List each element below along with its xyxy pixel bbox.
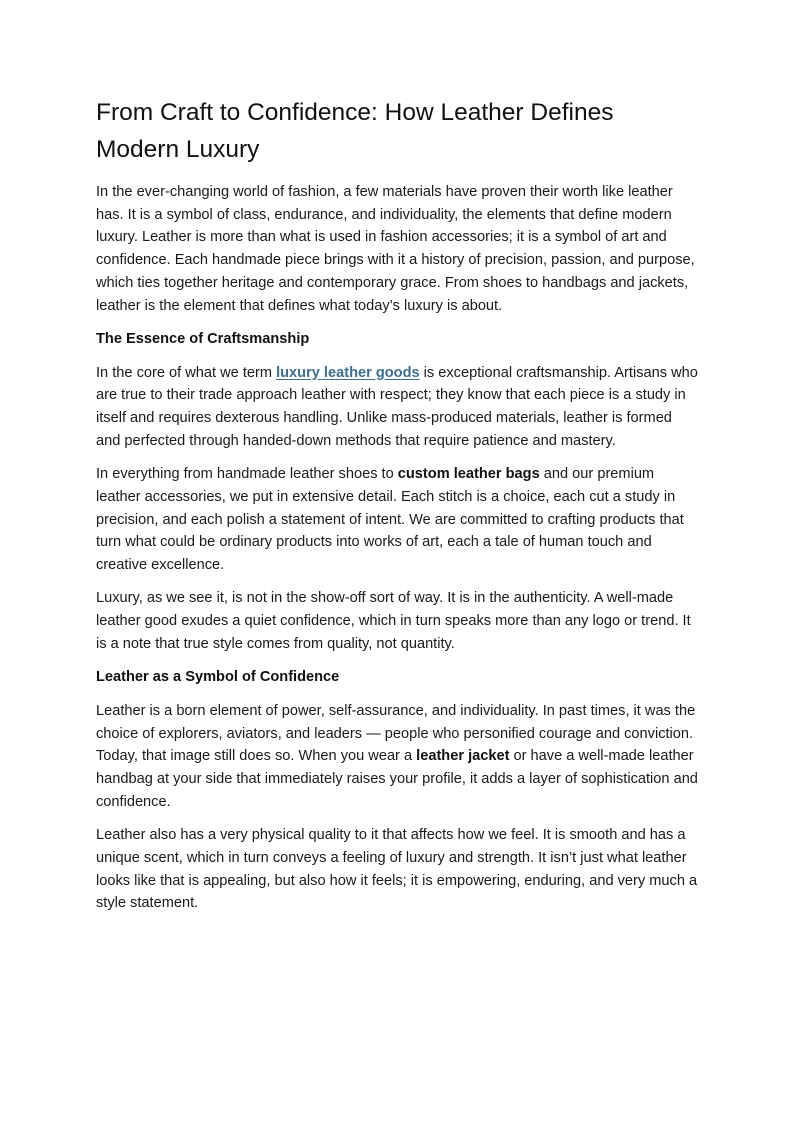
confidence-paragraph-2: Leather also has a very physical quality to it that affects how we feel. It is smooth and has a unique scent, which in turn conveys a feeling of luxury and strength. It isn’t just what leather looks like that is appealing, but also how it feels; it is empowering, enduring, and very much a style statement. — [96, 827, 698, 912]
luxury-leather-goods-link[interactable]: luxury leather goods — [276, 364, 420, 381]
document-page — [96, 94, 698, 926]
text-fragment: In everything from handmade leather shoes to — [96, 466, 398, 483]
craftsmanship-paragraph-3: Luxury, as we see it, is not in the show-off sort of way. It is in the authenticity. A well-made leather good exudes a quiet confidence, which in turn speaks more than any logo or trend. It is a note that true style comes from quality, not quantity. — [96, 590, 691, 652]
text-fragment: is exceptional craftsmanship. Artisans who are true to their trade approach leather with respect; they know that each piece is a study in itself and requires dexterous handling. Unlike mass-produced materials, leather is formed and perfected through handed-down methods that require patience and mastery. — [96, 364, 698, 449]
text-fragment: or have a well-made leather handbag at your side that immediately raises your profile, it adds a layer of sophistication and confidence. — [96, 748, 698, 810]
craftsmanship-paragraph-2 — [96, 463, 698, 577]
confidence-paragraph-1 — [96, 700, 698, 814]
text-fragment: In the core of what we term — [96, 364, 277, 381]
section-heading-confidence: Leather as a Symbol of Confidence — [96, 669, 340, 686]
craftsmanship-paragraph-1 — [96, 362, 698, 453]
text-fragment: Leather is a born element of power, self-assurance, and individuality. In past times, it was the choice of explorers, aviators, and leaders — people who personified courage and conviction. Today, that image still does so. When you wear a — [96, 702, 696, 765]
custom-leather-bags-emphasis: custom leather bags — [397, 466, 540, 483]
text-fragment: and our premium leather accessories, we put in extensive detail. Each stitch is a choice, each cut a study in precision, and each polish a statement of intent. We are committed to crafting products that turn what could be ordinary products into works of art, each a tale of human touch and creative excellence. — [96, 466, 684, 573]
section-heading-craftsmanship: The Essence of Craftsmanship — [96, 331, 310, 348]
page-title: From Craft to Confidence: How Leather Defines Modern Luxury — [96, 99, 614, 163]
leather-jacket-emphasis: leather jacket — [416, 748, 510, 765]
intro-paragraph: In the ever-changing world of fashion, a few materials have proven their worth like leather has. It is a symbol of class, endurance, and individuality, the elements that define modern luxury. Leather is more than what is used in fashion accessories; it is a symbol of art and confidence. Each handmade piece brings with it a history of precision, passion, and purpose, which ties together heritage and contemporary grace. From shoes to handbags and jackets, leather is the element that defines what today’s luxury is about. — [96, 184, 695, 314]
